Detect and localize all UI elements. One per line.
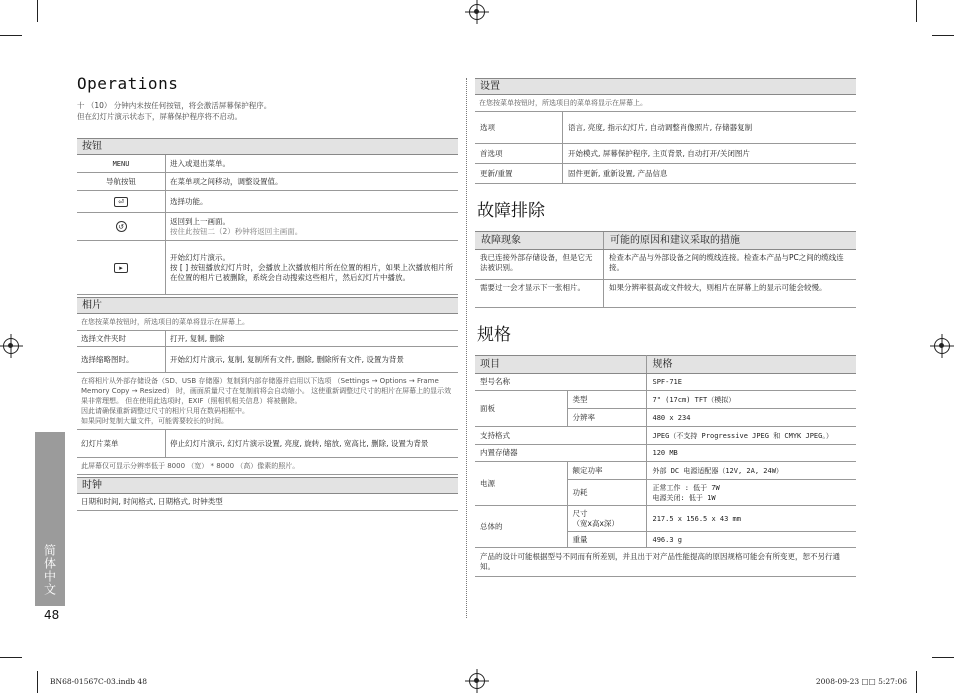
table-row: 选项 语言, 亮度, 指示幻灯片, 自动调整肖像照片, 存储器复制 bbox=[475, 112, 856, 144]
photos-section: 相片 在您按菜单按钮时，所选项目的菜单将显示在屏幕上。 选择文件夹时 打开, 复制, 删除 选择缩略图时。 开始幻灯片演示, 复制, 复制所有文件, 删除, 删除所有文件, 设置为背景 在将相片从外部存储设备（SD、USB 存储器）复制到内部存储器并启用以下选项 （Settings → Options → Frame Memory Copy → Resized） 时，画面质量尺寸在复制前将会自动缩小。 这使重新调整过尺寸的相片在屏幕上的显示效果非常理想。 但在使用此选项时，EXIF（照相机相关信息）将被删除。 因此请确保重新调整过尺寸的相片只用在数码相框中。 如果同时复制大量文件，可能需要较长的时间。 幻灯片菜单 停止幻灯片演示, 幻灯片演示设置, 亮度, 旋转, 缩放, 宽高比, 删除, 设置为背景 此屏幕仅可显示分辨率低于 8000 （宽） * 8000 （高）像素的照片。 bbox=[77, 297, 458, 475]
left-column bbox=[77, 74, 458, 511]
page-title: Operations bbox=[77, 74, 179, 93]
table-row: 导航按钮 在菜单项之间移动，调整设置值。 bbox=[77, 173, 458, 191]
section-title: 相片 bbox=[77, 297, 458, 314]
footer-date: 2008-09-23 □□ 5:27:06 bbox=[815, 677, 907, 686]
section-title: 时钟 bbox=[77, 477, 458, 494]
troubleshoot-heading: 故障排除 bbox=[477, 201, 545, 221]
registration-mark-icon bbox=[469, 673, 485, 689]
registration-mark-icon bbox=[469, 4, 485, 20]
crop-mark bbox=[932, 35, 954, 36]
right-column: 设置 在您按菜单按钮时，所选项目的菜单将显示在屏幕上。 选项 语言, 亮度, 指示幻灯片, 自动调整肖像照片, 存储器复制 首选项 开始模式, 屏幕保护程序, 主页背景, 自动打开/关闭图片 更新/重置 固件更新, 重新设置, 产品信息 故障排除 故障现象 可能的原因和建议采取的措施 我已连接外部存储设备，但是它无法被识别。 检查本产品与外部设备之间的缆线连接。检查本产品与PC之间的缆线连接。 需要过一会才显示下一张相片。 如果分辨率很高或文件较大，则相片在屏幕上的显示可能会较慢。 规格 项目 规格 型号名称 SPF-71E 面板 类型 7" (17cm) TFT（模拟） 分辨率 480 x 234 支持格式 JPEG（不支持 Progressive JPEG 和 CMYK JPEG。） 内置存储器 120 MB 电源 额定功率 外部 DC 电源适配器（12V, 2A, 24W） 功耗 正常工作 : 低于 7W 电源关闭: 低于 1W 总体的 尺寸 （宽x高x深） 217.5 x 156.5 x 43 mm 重量 496.3 g 产品的设计可能根据型号不同而有所差别，并且出于对产品性能提高的原因规格可能会有所变更，恕不另行通知。 bbox=[475, 78, 856, 577]
crop-mark bbox=[916, 671, 917, 693]
intro-text: 十 （10） 分钟内未按任何按钮，将会激活屏幕保护程序。 但在幻灯片演示状态下，屏幕保护程序将不启动。 bbox=[77, 101, 272, 121]
buttons-section bbox=[77, 138, 458, 295]
crop-mark bbox=[0, 657, 22, 658]
crop-mark bbox=[932, 657, 954, 658]
table-row: ↺ 返回到上一画面。 按住此按钮二（2）秒钟将返回主画面。 bbox=[77, 213, 458, 241]
table-row: 选择缩略图时。 开始幻灯片演示, 复制, 复制所有文件, 删除, 删除所有文件, 设置为背景 bbox=[77, 347, 458, 373]
photos-note: 在将相片从外部存储设备（SD、USB 存储器）复制到内部存储器并启用以下选项 （Settings → Options → Frame Memory Copy → Resized） 时，画面质量尺寸在复制前将会自动缩小。 这使重新调整过尺寸的相片在屏幕上的显示效果非常理想。 但在使用此选项时，EXIF（照相机相关信息）将被删除。 因此请确保重新调整过尺寸的相片只用在数码相框中。 如果同时复制大量文件，可能需要较长的时间。 bbox=[77, 373, 458, 430]
table-row: 幻灯片菜单 停止幻灯片演示, 幻灯片演示设置, 亮度, 旋转, 缩放, 宽高比, 删除, 设置为背景 bbox=[77, 430, 458, 458]
table-row: ⏎ 选择功能。 bbox=[77, 191, 458, 213]
table-row: 更新/重置 固件更新, 重新设置, 产品信息 bbox=[475, 164, 856, 184]
clock-section: 时钟 日期和时间, 时间格式, 日期格式, 时钟类型 bbox=[77, 477, 458, 511]
table-row: ▸ 开始幻灯片演示。 按 [ ] 按钮播放幻灯片时，会播放上次播放相片所在位置的相片，如果上次播放相片所在位置的相片已被删除，系统会自动搜索这些相片，然后幻灯片中播放。 bbox=[77, 241, 458, 295]
crop-mark bbox=[37, 671, 38, 693]
table-row: 需要过一会才显示下一张相片。 如果分辨率很高或文件较大，则相片在屏幕上的显示可能会较慢。 bbox=[475, 280, 856, 308]
spec-footnote: 产品的设计可能根据型号不同而有所差别，并且出于对产品性能提高的原因规格可能会有所变更，恕不另行通知。 bbox=[475, 548, 856, 577]
table-row: 选择文件夹时 打开, 复制, 删除 bbox=[77, 331, 458, 347]
page-number: 48 bbox=[44, 608, 60, 622]
section-title: 按钮 bbox=[77, 138, 458, 155]
back-icon: ↺ bbox=[116, 221, 127, 232]
table-row: 我已连接外部存储设备，但是它无法被识别。 检查本产品与外部设备之间的缆线连接。检查本产品与PC之间的缆线连接。 bbox=[475, 250, 856, 280]
registration-mark-icon bbox=[934, 338, 950, 354]
table-row: MENU 进入或退出菜单。 bbox=[77, 155, 458, 173]
select-icon: ⏎ bbox=[114, 197, 128, 207]
column-divider bbox=[466, 78, 467, 618]
table-row: 首选项 开始模式, 屏幕保护程序, 主页背景, 自动打开/关闭图片 bbox=[475, 144, 856, 164]
language-tab: 简体中文 bbox=[35, 432, 65, 606]
crop-mark bbox=[0, 35, 22, 36]
specs-heading: 规格 bbox=[477, 325, 511, 345]
registration-mark-icon bbox=[3, 338, 19, 354]
table-header: 故障现象 可能的原因和建议采取的措施 bbox=[475, 231, 856, 250]
slideshow-icon: ▸ bbox=[114, 263, 128, 273]
specs-table: 项目 规格 型号名称 SPF-71E 面板 类型 7" (17cm) TFT（模拟） 分辨率 480 x 234 支持格式 JPEG（不支持 Progressive JPEG 和 CMYK JPEG。） 内置存储器 120 MB 电源 额定功率 外部 DC 电源适配器（12V, 2A, 24W） 功耗 正常工作 : 低于 7W 电源关闭: 低于 1W 总体的 尺寸 （宽x高x深） 217.5 x 156.5 x 43 mm 重量 496.3 g 产品的设计可能根据型号不同而有所差别，并且出于对产品性能提高的原因规格可能会有所变更，恕不另行通知。 bbox=[475, 355, 856, 577]
footer-file: BN68-01567C-03.indb 48 bbox=[50, 677, 147, 686]
section-title: 设置 bbox=[475, 78, 856, 95]
crop-mark bbox=[37, 0, 38, 22]
crop-mark bbox=[916, 0, 917, 22]
